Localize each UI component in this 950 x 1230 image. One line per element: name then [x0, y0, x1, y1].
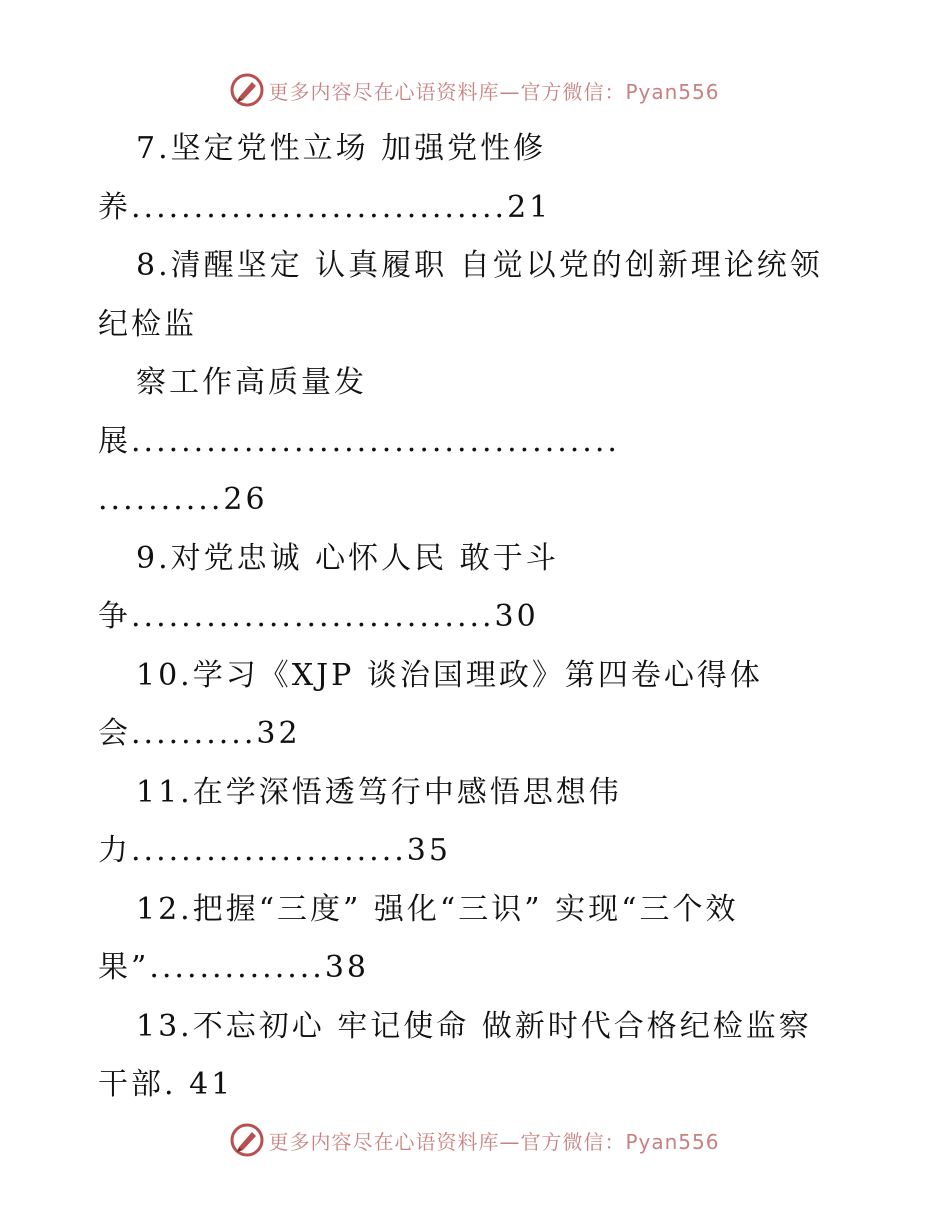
toc-line: 会..........32: [98, 716, 301, 751]
banner-text: 更多内容尽在心语资料库—官方微信：Pyan556: [268, 79, 720, 104]
toc-line: 展.......................................: [98, 423, 620, 459]
pen-logo-icon: [230, 73, 264, 107]
toc-line: ..........26: [98, 482, 268, 517]
toc-line: 争.............................30: [98, 599, 539, 634]
banner-text: 更多内容尽在心语资料库—官方微信：Pyan556: [268, 1129, 720, 1154]
toc-line: 养..............................21: [98, 189, 552, 225]
toc-line: 7.坚定党性立场 加强党性修: [136, 131, 547, 166]
toc-line: 13.不忘初心 牢记使命 做新时代合格纪检监察: [136, 1008, 812, 1044]
toc-line: 纪检监: [98, 306, 197, 342]
toc-line: 果”..............38: [98, 950, 370, 985]
toc-line: 12.把握“三度” 强化“三识” 实现“三个效: [136, 891, 739, 927]
toc-line: 11.在学深悟透笃行中感悟思想伟: [136, 774, 622, 810]
toc-line: 10.学习《XJP 谈治国理政》第四卷心得体: [136, 657, 763, 693]
toc-line: 力......................35: [98, 833, 451, 868]
header-banner: [0, 70, 950, 110]
toc-line: 干部. 41: [98, 1067, 234, 1102]
toc-line: 8.清醒坚定 认真履职 自觉以党的创新理论统领: [136, 248, 823, 283]
toc-line: 察工作高质量发: [136, 365, 367, 400]
footer-banner: [0, 1120, 950, 1160]
pen-logo-icon: [230, 1123, 264, 1157]
table-of-contents: [98, 120, 868, 1115]
toc-line: 9.对党忠诚 心怀人民 敢于斗: [136, 540, 559, 576]
